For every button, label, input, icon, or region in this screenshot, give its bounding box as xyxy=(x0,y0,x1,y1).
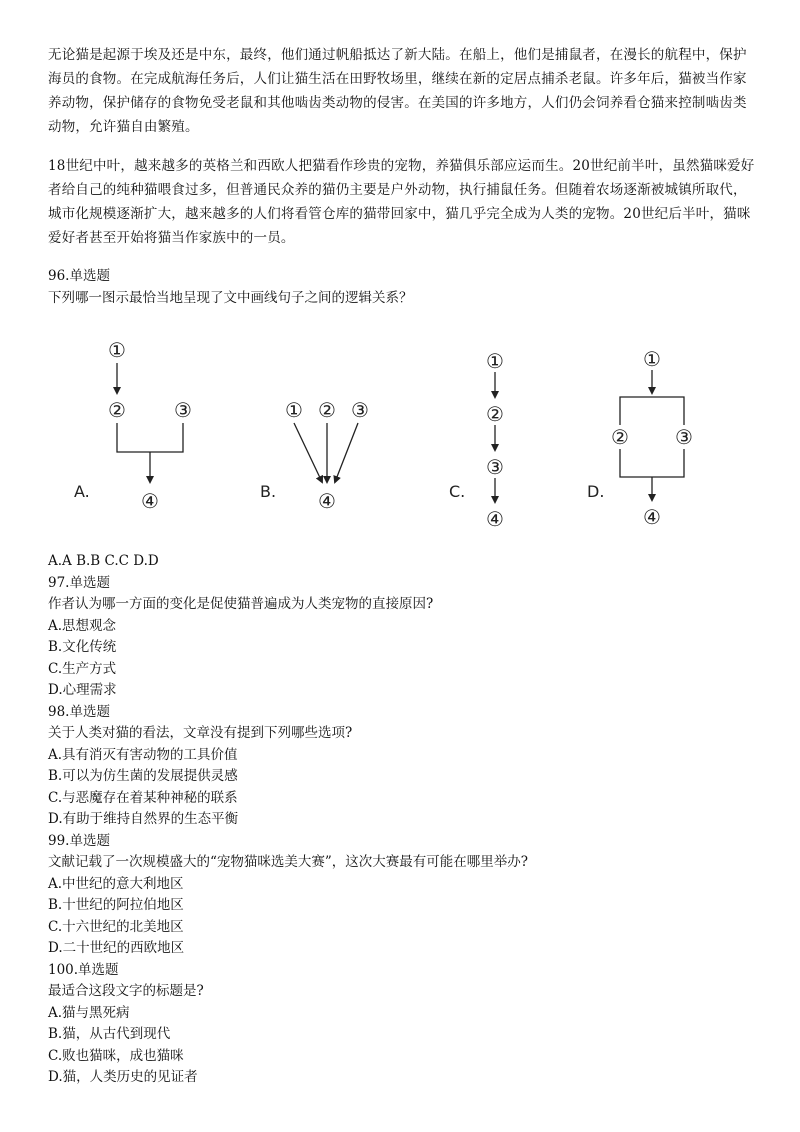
option-a: A.具有消灭有害动物的工具价值 xyxy=(48,746,238,763)
question-header: 100.单选题 xyxy=(48,961,119,978)
option-c: C.生产方式 xyxy=(48,660,117,677)
option-d: D.猫，人类历史的见证者 xyxy=(48,1069,198,1085)
diagram-label-c: C. xyxy=(449,482,466,501)
question-stem: 文献记载了一次规模盛大的“宠物猫咪选美大赛”，这次大赛最有可能在哪里举办? xyxy=(48,854,529,870)
node-4: ④ xyxy=(643,505,661,529)
node-2: ② xyxy=(108,398,126,422)
option-a: A.中世纪的意大利地区 xyxy=(48,875,184,892)
question-stem: 关于人类对猫的看法，文章没有提到下列哪些选项? xyxy=(48,725,353,741)
question-stem: 作者认为哪一方面的变化是促使猫普遍成为人类宠物的直接原因? xyxy=(48,596,434,612)
questions-97-100 xyxy=(48,551,760,1089)
question-header: 98.单选题 xyxy=(48,703,110,720)
option-d: D.二十世纪的西欧地区 xyxy=(48,940,185,956)
node-1: ① xyxy=(108,338,126,362)
node-3: ③ xyxy=(351,398,369,422)
passage-paragraph-2: 18世纪中叶，越来越多的英格兰和西欧人把猫看作珍贵的宠物，养猫俱乐部应运而生。20世纪前半叶，虽然猫咪爱好者给自己的纯种猫喂食过多，但普通民众养的猫仍主要是户外动物，执行捕鼠任务。但随着农场逐渐被城镇所取代，城市化规模逐渐扩大，越来越多的人们将看管仓库的猫带回家中，猫几乎完全成为人类的宠物。20世纪后半叶，猫咪爱好者甚至开始将猫当作家族中的一员。 xyxy=(48,158,755,246)
node-2: ② xyxy=(611,425,629,449)
option-c: C.十六世纪的北美地区 xyxy=(48,918,184,935)
question-stem: 下列哪一图示最恰当地呈现了文中画线句子之间的逻辑关系？ xyxy=(48,289,413,306)
option-a: A.思想观念 xyxy=(48,617,117,634)
q96-answer-options: A.A B.B C.C D.D xyxy=(48,553,159,569)
question-header: 97.单选题 xyxy=(48,574,110,591)
option-c: C.与恶魔存在着某种神秘的联系 xyxy=(48,789,238,806)
diagram-label-a: A. xyxy=(74,482,90,501)
option-b: B.文化传统 xyxy=(48,639,117,655)
node-3: ③ xyxy=(486,455,504,479)
diagram-a xyxy=(117,363,183,482)
diagram-label-b: B. xyxy=(260,482,277,501)
node-2: ② xyxy=(318,398,336,422)
option-d: D.有助于维持自然界的生态平衡 xyxy=(48,811,239,827)
passage-paragraph-1: 无论猫是起源于埃及还是中东，最终，他们通过帆船抵达了新大陆。在船上，他们是捕鼠者，在漫长的航程中，保护海员的食物。在完成航海任务后，人们让猫生活在田野牧场里，继续在新的定居点捕杀老鼠。许多年后，猫被当作家养动物，保护储存的食物免受老鼠和其他啮齿类动物的侵害。在美国的许多地方，人们仍会饲养看仓猫来控制啮齿类动物，允许猫自由繁殖。 xyxy=(48,47,747,135)
option-c: C.败也猫咪，成也猫咪 xyxy=(48,1047,184,1064)
question-header: 96.单选题 xyxy=(48,268,110,284)
node-4: ④ xyxy=(486,507,504,531)
question-header: 99.单选题 xyxy=(48,832,110,849)
node-3: ③ xyxy=(174,398,192,422)
option-d: D.心理需求 xyxy=(48,682,117,698)
diagram-b xyxy=(294,423,358,482)
question-stem: 最适合这段文字的标题是? xyxy=(48,983,204,999)
option-b: B.十世纪的阿拉伯地区 xyxy=(48,897,184,913)
node-1: ① xyxy=(285,398,303,422)
option-b: B.可以为仿生菌的发展提供灵感 xyxy=(48,768,238,784)
node-4: ④ xyxy=(318,489,336,513)
node-2: ② xyxy=(486,402,504,426)
diagram-label-d: D. xyxy=(587,482,605,501)
node-1: ① xyxy=(643,347,661,371)
node-3: ③ xyxy=(675,425,693,449)
question-96 xyxy=(48,266,760,309)
node-4: ④ xyxy=(141,489,159,513)
option-b: B.猫，从古代到现代 xyxy=(48,1026,171,1042)
node-1: ① xyxy=(486,349,504,373)
option-a: A.猫与黑死病 xyxy=(48,1004,130,1021)
logic-diagram-figure xyxy=(60,335,740,535)
